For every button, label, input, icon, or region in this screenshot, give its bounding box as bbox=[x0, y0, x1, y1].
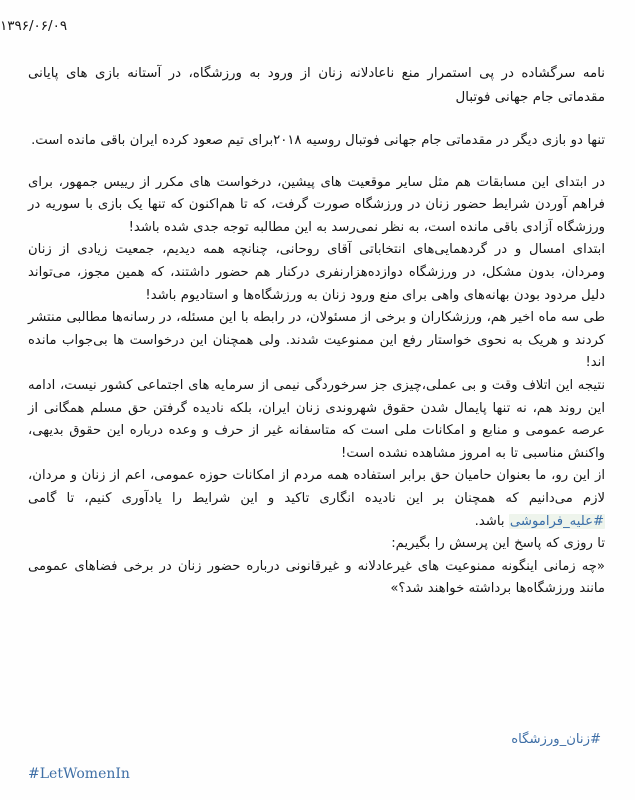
hashtag-against-forgetting[interactable]: #علیه_فراموشی bbox=[509, 513, 604, 529]
paragraph-5: نتیجه این اتلاف وقت و بی عملی،چیزی جز سرخوردگی نیمی از سرمایه های اجتماعی کشور نیست، ادامه این روند هم، نه تنها پایمال شدن حقوق شهروندی زنان ایران، بلکه نادیده گرفتن حق مسلم همگانی از عرصه عمومی و منابع و امکانات ملی است که متاسفانه غیر از حرف و وعده درباره این حقوق بدیهی، واکنش مناسبی تا به امروز مشاهده نشده است! bbox=[28, 377, 605, 461]
paragraph-3: ابتدای امسال و در گردهمایی‌های انتخاباتی آقای روحانی، چنانچه همه دیدیم، جمعیت زیادی از زنان ومردان، بدون مشکل، در ورزشگاه دوازده‌هزارنفری درکنار هم حضور داشتند، که همین مجوز، می‌تواند دلیل مردود بودن بهانه‌های واهی برای منع ورود زنان به ورزشگاه‌ها و استادیوم باشد! bbox=[28, 242, 605, 303]
hashtag-women-stadium[interactable]: #زنان_ورزشگاه bbox=[511, 732, 601, 747]
paragraph-2: در ابتدای این مسابقات هم مثل سایر موقعیت های پیشین، درخواست های مکرر از رییس جمهور، برای فراهم آوردن شرایط حضور زنان در ورزشگاه صورت گرفت، که تا هم‌اکنون که تنها یک بازی با سوریه در ورزشگاه آزادی باقی مانده است، به نظر نمی‌رسد به این مطالبه توجه جدی شده باشد! bbox=[28, 174, 605, 235]
hashtag-letwomenin[interactable]: #LetWomenIn bbox=[28, 766, 130, 782]
closing-quote: «چه زمانی اینگونه ممنوعیت های غیرعادلانه و غیرقانونی درباره حضور زنان در برخی فضاهای عمومی مانند ورزشگاه‌ها برداشته خواهند شد؟» bbox=[28, 558, 605, 597]
final-text-before: از این رو، ما بعنوان حامیان حق برابر استفاده همه مردم از امکانات حوزه عمومی، اعم از زنان و مردان، لازم می‌دانیم که همچنان بر این نادیده انگاری تاکید و این شرایط را یادآوری کنیم، تا گامی bbox=[28, 468, 605, 506]
paragraph-4: طی سه ماه اخیر هم، ورزشکاران و برخی از مسئولان، در رابطه با این مسئله، در رسانه‌ها مطالبی منتشر کردند و هریک به نحوی خواستار رفع این ممنوعیت شدند. ولی همچنان این درخواست ها بی‌جواب مانده اند! bbox=[28, 310, 605, 371]
footer-hashtags bbox=[0, 722, 635, 800]
document-title: نامه سرگشاده در پی استمرار منع ناعادلانه زنان از ورود به ورزشگاه، در آستانه بازی های پایانی مقدماتی جام جهانی فوتبال bbox=[28, 66, 605, 105]
paragraph-final bbox=[28, 465, 605, 533]
final-text-after: باشد. bbox=[474, 513, 509, 529]
paragraph-1: تنها دو بازی دیگر در مقدماتی جام جهانی فوتبال روسیه ۲۰۱۸برای تیم صعود کرده ایران باقی مانده است. bbox=[31, 133, 605, 148]
document-date: ۱۳۹۶/۰۶/۰۹ bbox=[0, 18, 68, 34]
closing-lead: تا روزی که پاسخ این پرسش را بگیریم: bbox=[391, 536, 605, 552]
document-body bbox=[28, 62, 605, 601]
